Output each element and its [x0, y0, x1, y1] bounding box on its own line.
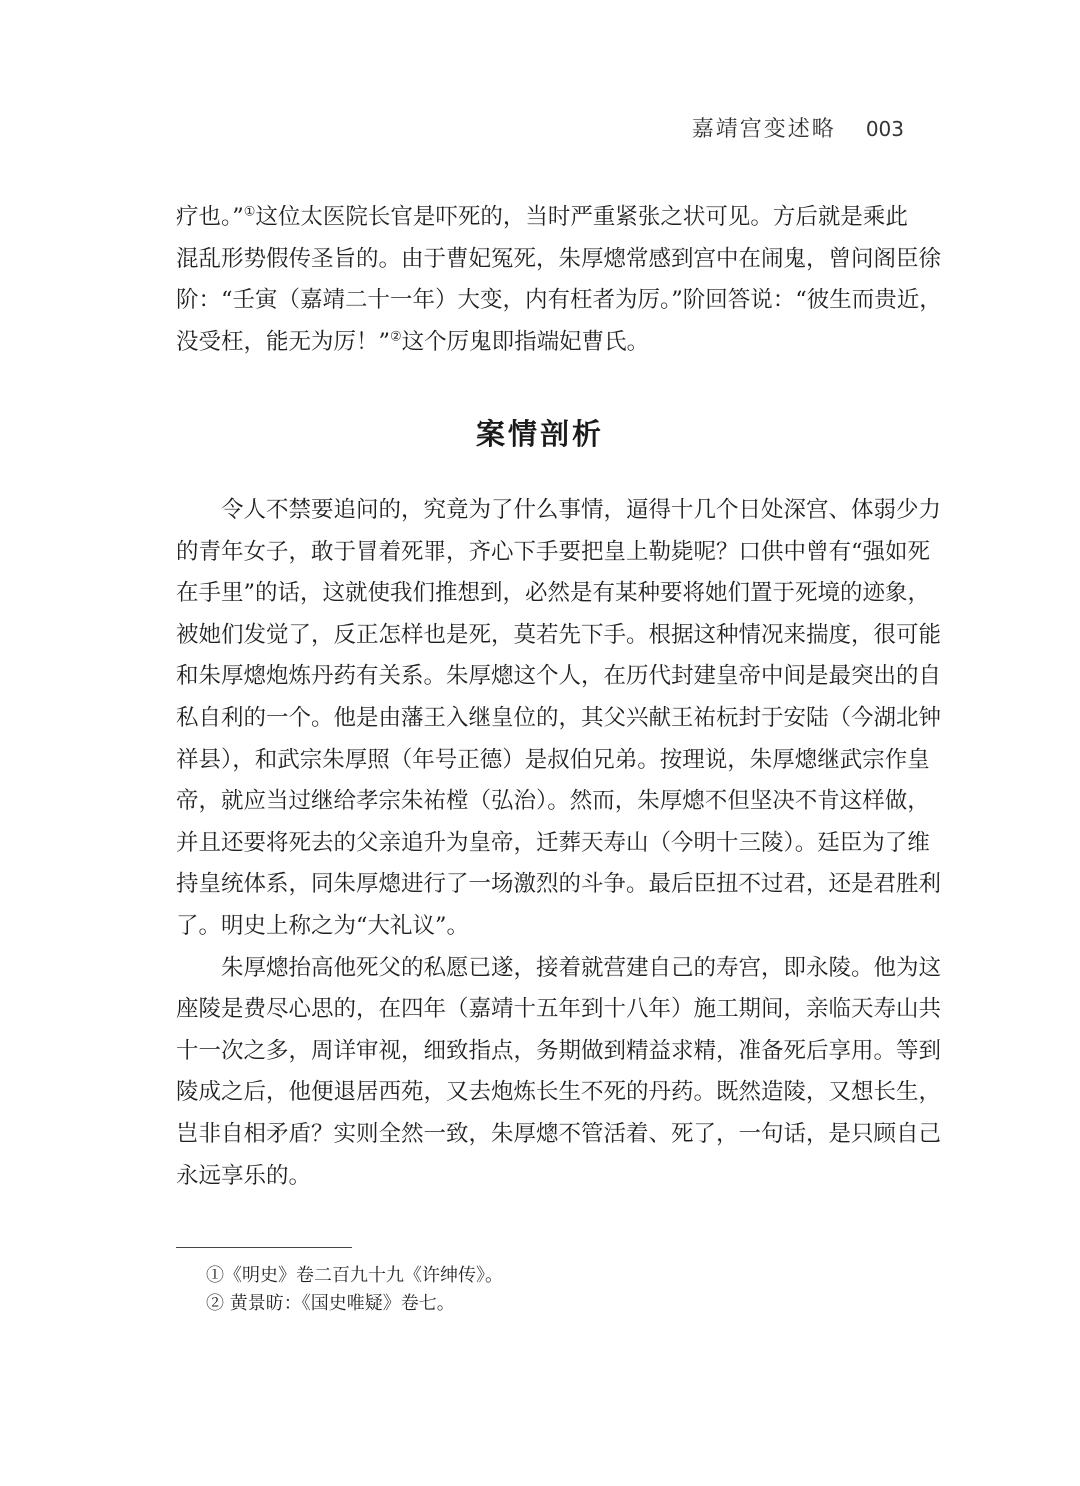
text-line: 在手里”的话，这就使我们推想到，必然是有某种要将她们置于死境的迹象，: [176, 580, 931, 607]
text-fragment: 没受枉，能无为厉！”: [176, 328, 391, 355]
text-line: 持皇统体系，同朱厚熜进行了一场激烈的斗争。最后臣扭不过君，还是君胜利: [176, 871, 942, 898]
text-line: 并且还要将死去的父亲追升为皇帝，迁葬天寿山（今明十三陵）。廷臣为了维: [176, 829, 930, 856]
text-line: 阶：“壬寅（嘉靖二十一年）大变，内有枉者为厉。”阶回答说：“彼生而贵近，: [176, 287, 942, 314]
text-fragment: 这个厉鬼即指端妃曹氏。: [401, 328, 650, 355]
section-heading: 案情剖析: [475, 417, 604, 451]
footnotes: [206, 1262, 503, 1318]
text-line: 和朱厚熜炮炼丹药有关系。朱厚熜这个人，在历代封建皇帝中间是最突出的自: [176, 663, 942, 690]
footnote-divider: [176, 1247, 352, 1248]
page-number: 003: [865, 117, 904, 141]
text-line: 私自利的一个。他是由藩王入继皇位的，其父兴献王祐杬封于安陆（今湖北钟: [176, 704, 942, 731]
text-line: 永远享乐的。: [176, 1162, 312, 1189]
text-line: 被她们发觉了，反正怎样也是死，莫若先下手。根据这种情况来揣度，很可能: [176, 621, 942, 648]
chapter-title: 嘉靖宫变述略: [691, 117, 836, 142]
text-line: 十一次之多，周详审视，细致指点，务期做到精益求精，准备死后享用。等到: [176, 1037, 942, 1064]
footnote-ref-1[interactable]: ①: [243, 204, 256, 220]
text-line: 座陵是费尽心思的，在四年（嘉靖十五年到十八年）施工期间，亲临天寿山共: [176, 996, 942, 1023]
text-fragment: 这位太医院长官是吓死的，当时严重紧张之状可见。方后就是乘此: [255, 204, 908, 230]
text-line: 帝，就应当过继给孝宗朱祐樘（弘治）。然而，朱厚熜不但坚决不肯这样做，: [176, 788, 930, 815]
running-header: [692, 112, 904, 143]
paragraph-1: [176, 490, 942, 1197]
text-line: 岂非自相矛盾？实则全然一致，朱厚熜不管活着、死了，一句话，是只顾自己: [176, 1120, 942, 1147]
footnote-ref-2[interactable]: ②: [390, 329, 402, 345]
top-paragraph: [176, 197, 942, 363]
text-line: [176, 322, 906, 364]
text-line: 祥县），和武宗朱厚照（年号正德）是叔伯兄弟。按理说，朱厚熜继武宗作皇: [176, 746, 930, 773]
text-line: 朱厚熜抬高他死父的私愿已遂，接着就营建自己的寿宫，即永陵。他为这: [176, 954, 942, 981]
text-line: 令人不禁要追问的，究竟为了什么事情，逼得十几个日处深宫、体弱少力: [176, 497, 942, 523]
footnote-2: ② 黄景昉：《国史唯疑》卷七。: [206, 1293, 455, 1314]
text-line: 了。明史上称之为“大礼议”。: [176, 912, 470, 939]
text-fragment: 疗也。”: [176, 204, 244, 230]
footnote-1: ①《明史》卷二百九十九《许绅传》。: [206, 1265, 503, 1286]
text-line: 陵成之后，他便退居西苑，又去炮炼长生不死的丹药。既然造陵，又想长生，: [176, 1079, 942, 1106]
text-line: [176, 197, 906, 239]
text-line: 的青年女子，敢于冒着死罪，齐心下手要把皇上勒毙呢？口供中曾有“强如死: [176, 538, 931, 565]
text-line: 混乱形势假传圣旨的。由于曹妃冤死，朱厚熜常感到宫中在闹鬼，曾问阁臣徐: [176, 245, 942, 272]
